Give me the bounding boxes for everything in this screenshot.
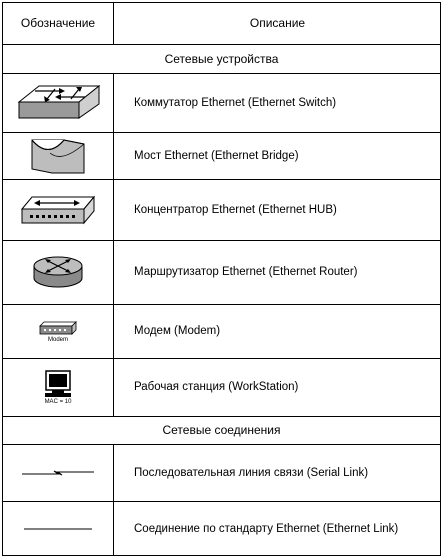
modem-icon — [38, 320, 78, 336]
ethernet-router-icon — [28, 252, 88, 292]
ethernet-bridge-icon — [28, 137, 88, 175]
link-description: Последовательная линия связи (Serial Link) — [134, 466, 369, 479]
device-description: Модем (Modem) — [134, 325, 221, 337]
table-row — [2, 240, 441, 304]
table-row — [2, 132, 441, 179]
link-description: Соединение по стандарту Ethernet (Ethernet Link) — [134, 522, 399, 535]
row-divider — [2, 304, 441, 305]
column-divider — [113, 444, 114, 556]
column-divider — [113, 2, 114, 45]
row-divider — [2, 44, 441, 45]
table-row — [2, 444, 441, 501]
legend-table — [2, 2, 441, 556]
row-divider — [2, 501, 441, 502]
row-divider — [2, 73, 441, 74]
header-row — [2, 2, 441, 44]
column-divider — [113, 73, 114, 417]
header-designation: Обозначение — [20, 16, 96, 30]
table-row — [2, 304, 441, 358]
table-border-top — [2, 2, 441, 3]
device-description: Мост Ethernet (Ethernet Bridge) — [134, 149, 299, 162]
table-row — [2, 73, 441, 132]
row-divider — [2, 358, 441, 359]
row-divider — [2, 240, 441, 241]
row-divider — [2, 179, 441, 180]
table-border-right — [440, 2, 441, 556]
serial-link-icon — [20, 468, 96, 478]
header-description: Описание — [249, 16, 306, 30]
table-row — [2, 179, 441, 240]
workstation-icon — [43, 370, 73, 398]
section-network-links: Сетевые соединения — [162, 423, 281, 437]
device-description: Маршрутизатор Ethernet (Ethernet Router) — [134, 266, 358, 278]
table-row — [2, 501, 441, 556]
ethernet-hub-icon — [18, 193, 98, 227]
ethernet-link-icon — [22, 526, 94, 532]
table-border-bottom — [2, 555, 441, 556]
table-row — [2, 358, 441, 416]
section-network-devices: Сетевые устройства — [164, 51, 279, 66]
row-divider — [2, 416, 441, 417]
device-description: Концентратор Ethernet (Ethernet HUB) — [134, 203, 337, 216]
workstation-icon-label: MAC = 10 — [44, 398, 72, 405]
device-description: Рабочая станция (WorkStation) — [134, 381, 299, 393]
table-border-left — [2, 2, 3, 556]
row-divider — [2, 132, 441, 133]
modem-icon-label: Modem — [47, 336, 68, 343]
row-divider — [2, 444, 441, 445]
ethernet-switch-icon — [15, 82, 101, 124]
device-description: Коммутатор Ethernet (Ethernet Switch) — [134, 96, 337, 109]
